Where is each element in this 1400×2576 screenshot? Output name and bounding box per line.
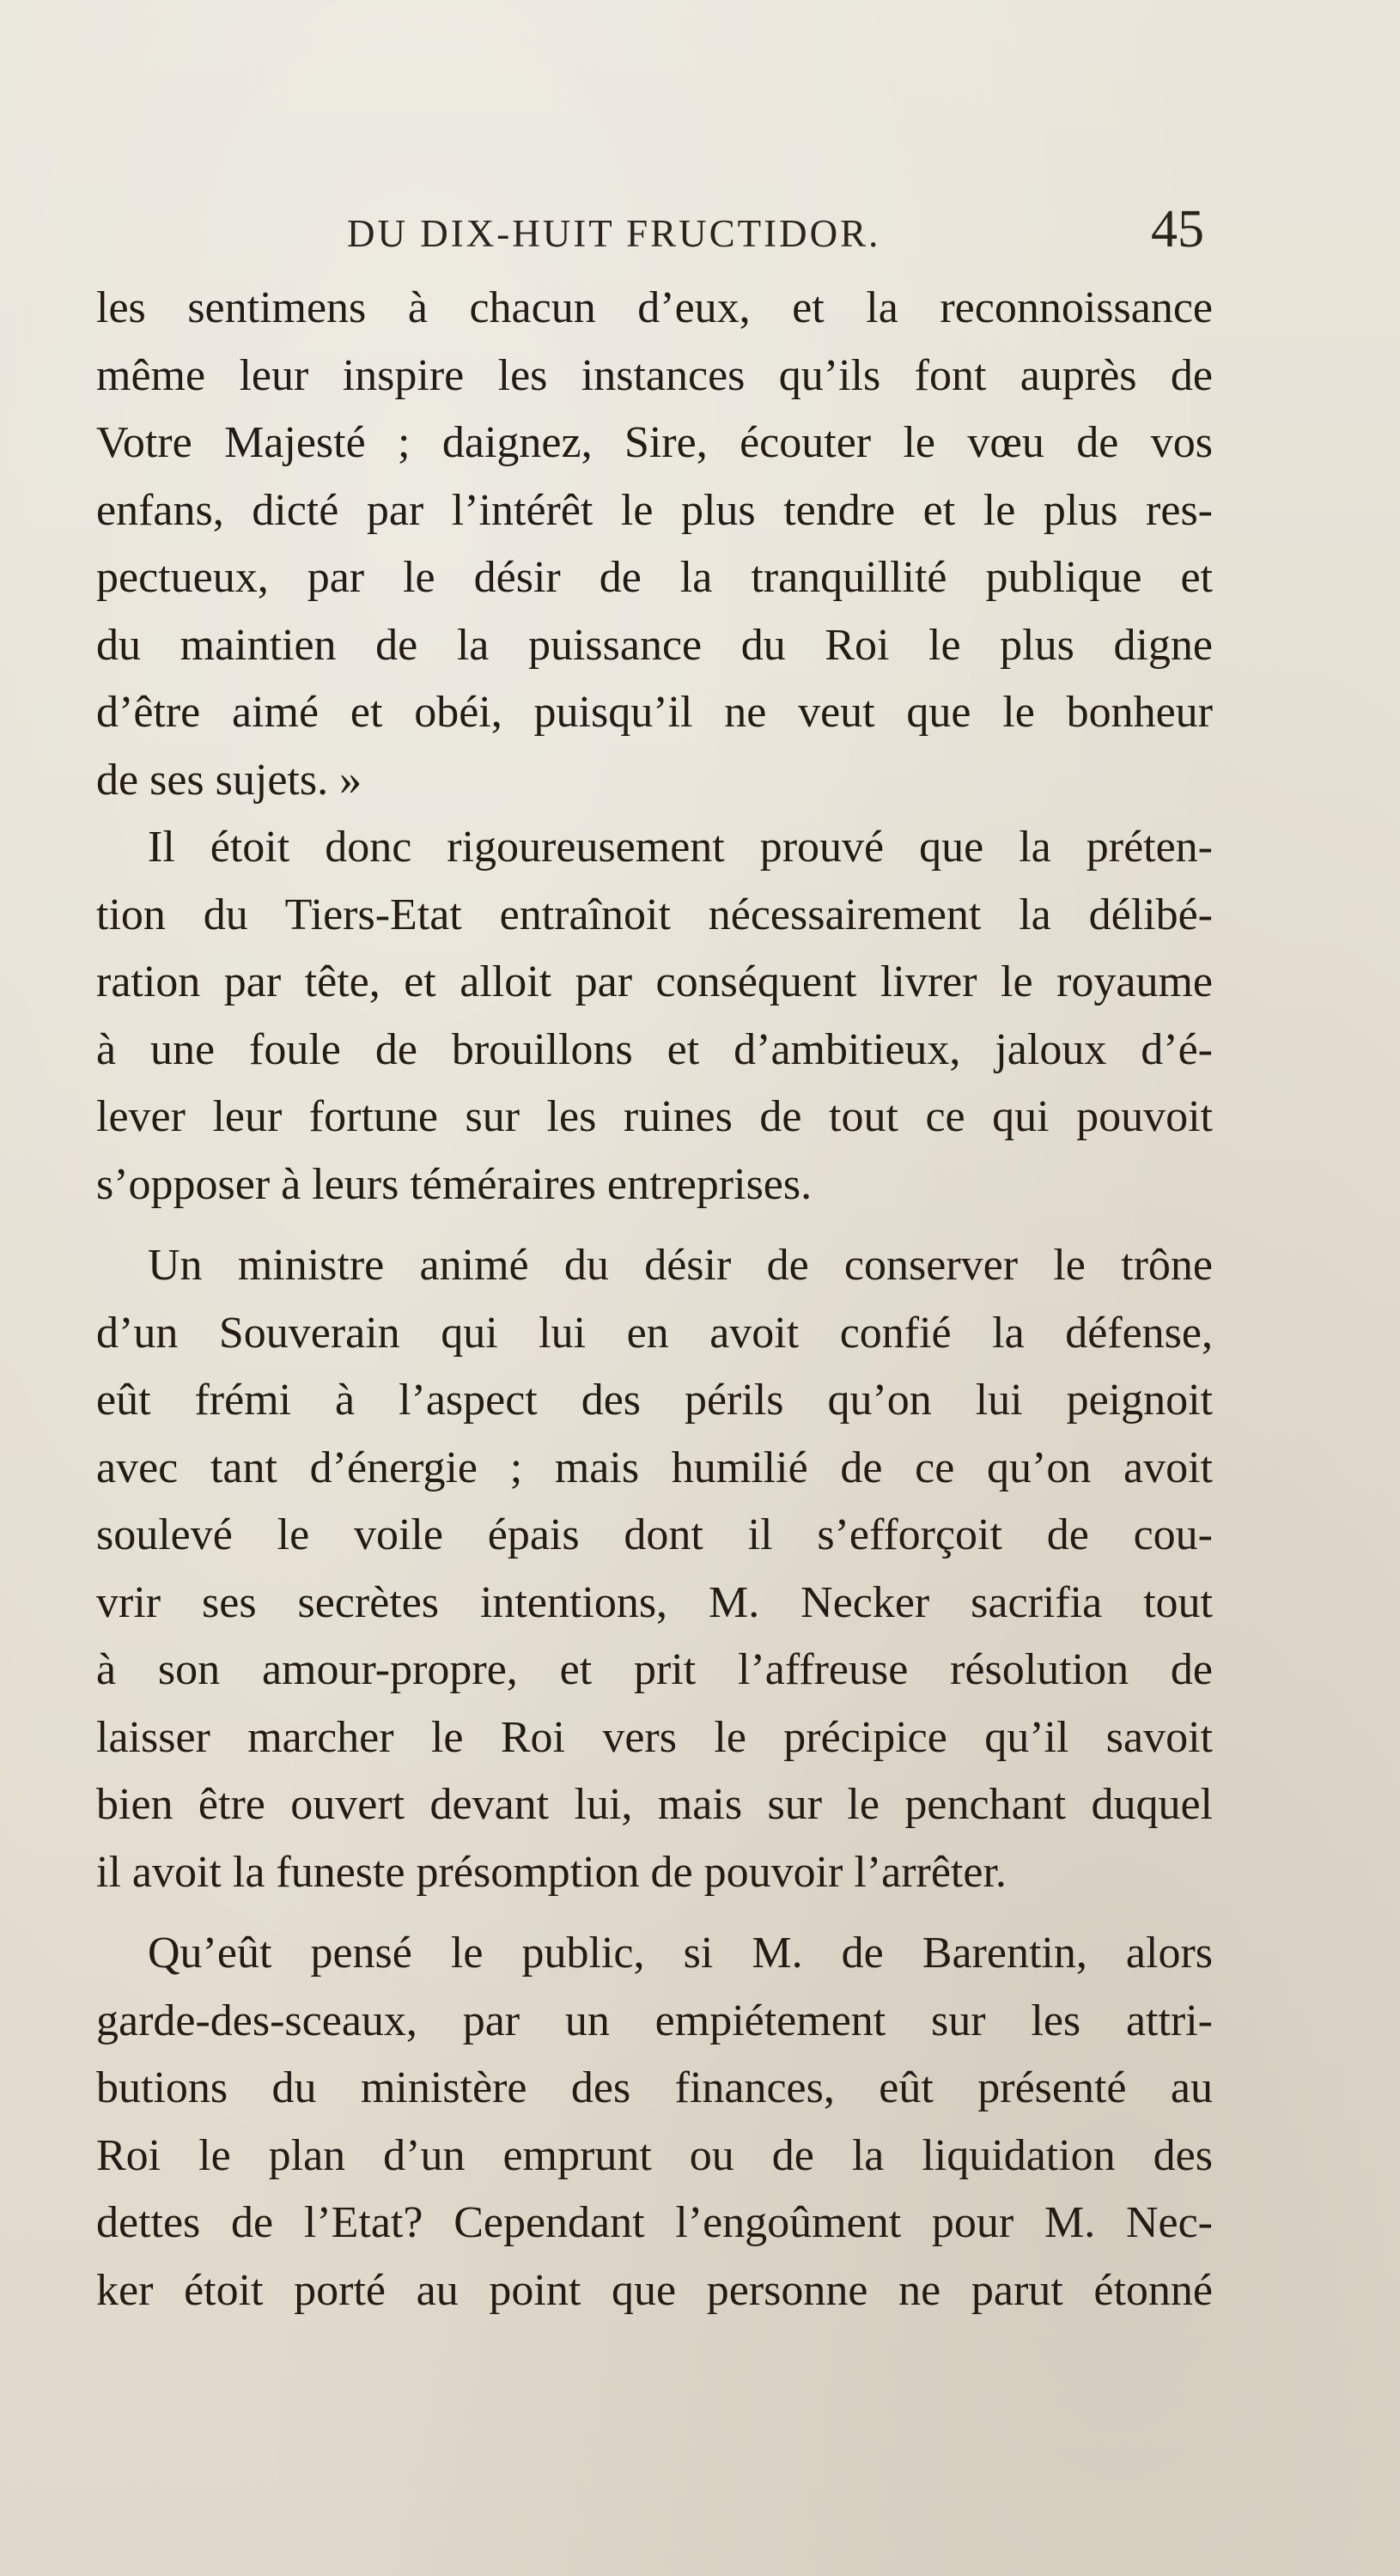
text-line: butions du ministère des finances, eût présenté au xyxy=(96,2063,1213,2112)
text-line: dettes de l’Etat? Cependant l’engoûment pour M. Nec- xyxy=(96,2198,1213,2247)
page-number: 45 xyxy=(1151,200,1204,258)
text-line: tion du Tiers-Etat entraînoit nécessairement la délibé- xyxy=(96,890,1213,939)
paragraph-4 xyxy=(96,1920,1213,2324)
text-line: Roi le plan d’un emprunt ou de la liquidation des xyxy=(96,2130,1213,2180)
body-text xyxy=(96,275,1213,2324)
text-line: enfans, dicté par l’intérêt le plus tendre et le plus res- xyxy=(96,485,1213,535)
paragraph-2 xyxy=(96,814,1213,1218)
running-title: DU DIX-HUIT FRUCTIDOR. xyxy=(347,212,881,255)
text-line: il avoit la funeste présomption de pouvoir l’arrêter. xyxy=(96,1847,1007,1897)
text-line: d’être aimé et obéi, puisqu’il ne veut que le bonheur xyxy=(96,688,1213,737)
text-line: soulevé le voile épais dont il s’efforçoit de cou- xyxy=(96,1510,1213,1559)
text-line: eût frémi à l’aspect des périls qu’on lui peignoit xyxy=(96,1376,1213,1425)
text-line: laisser marcher le Roi vers le précipice qu’il savoit xyxy=(96,1712,1213,1762)
text-line: ker étoit porté au point que personne ne parut étonné xyxy=(96,2265,1213,2315)
text-line: ration par tête, et alloit par conséquent livrer le royaume xyxy=(96,957,1213,1006)
text-line: pectueux, par le désir de la tranquillité publique et xyxy=(96,553,1213,602)
text-line: s’opposer à leurs téméraires entreprises. xyxy=(96,1159,813,1209)
text-line: du maintien de la puissance du Roi le plus digne xyxy=(96,620,1213,670)
text-line: Qu’eût pensé le public, si M. de Barentin, alors xyxy=(148,1929,1213,1978)
text-line: de ses sujets. » xyxy=(96,755,362,805)
text-line: bien être ouvert devant lui, mais sur le penchant duquel xyxy=(96,1780,1213,1829)
text-line: garde-des-sceaux, par un empiétement sur les attri- xyxy=(96,1996,1213,2045)
text-line: vrir ses secrètes intentions, M. Necker sacrifia tout xyxy=(96,1577,1213,1627)
text-line: même leur inspire les instances qu’ils font auprès de xyxy=(96,350,1213,400)
page-header xyxy=(96,199,1213,268)
text-line: Il étoit donc rigoureusement prouvé que la préten- xyxy=(148,823,1213,872)
paragraph-1 xyxy=(96,275,1213,814)
text-line: lever leur fortune sur les ruines de tout ce qui pouvoit xyxy=(96,1092,1213,1141)
text-line: les sentimens à chacun d’eux, et la reconnoissance xyxy=(96,283,1213,332)
text-line: Un ministre animé du désir de conserver le trône xyxy=(148,1241,1213,1290)
text-line: à son amour-propre, et prit l’affreuse résolution de xyxy=(96,1645,1213,1694)
text-line: d’un Souverain qui lui en avoit confié la défense, xyxy=(96,1308,1213,1358)
text-line: Votre Majesté ; daignez, Sire, écouter le vœu de vos xyxy=(96,418,1213,467)
text-line: avec tant d’énergie ; mais humilié de ce qu’on avoit xyxy=(96,1443,1213,1492)
paragraph-3 xyxy=(96,1232,1213,1906)
text-line: à une foule de brouillons et d’ambitieux, jaloux d’é- xyxy=(96,1024,1213,1074)
